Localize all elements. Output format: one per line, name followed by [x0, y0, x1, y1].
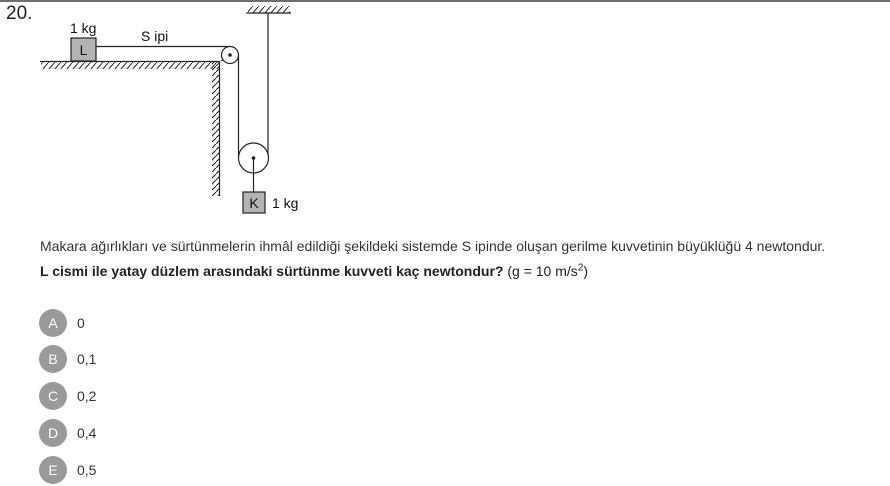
block-l-mass: 1 kg — [70, 20, 97, 36]
block-l-label: L — [79, 42, 88, 58]
option-c[interactable] — [39, 382, 239, 410]
option-b-badge[interactable]: B — [39, 345, 67, 373]
rope-s-label: S ipi — [141, 28, 169, 44]
fixed-pulley — [222, 47, 239, 64]
option-e-badge[interactable]: E — [39, 456, 67, 484]
given-values: (g = 10 $m/s^2$) — [507, 262, 589, 279]
option-b-text: 0,1 — [77, 351, 97, 367]
option-d[interactable] — [39, 419, 239, 447]
option-a-badge[interactable]: A — [39, 309, 67, 337]
question-number: 20. — [6, 3, 33, 24]
question-stem: Makara ağırlıkları ve sürtünmelerin ihmâl edildiği şekildeki sistemde S ipinde oluşan gerilme kuvvetinin büyüklüğü 4 newtondur. — [40, 238, 826, 254]
question-prompt-bold: L cismi ile yatay düzlem arasındaki sürtünme kuvveti kaç newtondur? — [40, 263, 504, 279]
option-a-text: 0 — [77, 315, 85, 331]
option-b[interactable] — [39, 345, 239, 373]
option-d-text: 0,4 — [77, 425, 97, 441]
option-e-text: 0,5 — [77, 462, 97, 478]
option-e[interactable] — [39, 456, 239, 484]
vertical-wall — [212, 61, 220, 196]
block-k-label: K — [249, 195, 259, 211]
question-prompt — [40, 263, 588, 279]
option-d-badge[interactable]: D — [39, 419, 67, 447]
physics-figure — [0, 0, 890, 230]
option-a[interactable] — [39, 309, 239, 337]
option-c-badge[interactable]: C — [39, 382, 67, 410]
option-c-text: 0,2 — [77, 388, 97, 404]
block-k-mass: 1 kg — [272, 195, 299, 211]
table-surface — [40, 62, 220, 70]
ceiling-support — [246, 6, 291, 13]
